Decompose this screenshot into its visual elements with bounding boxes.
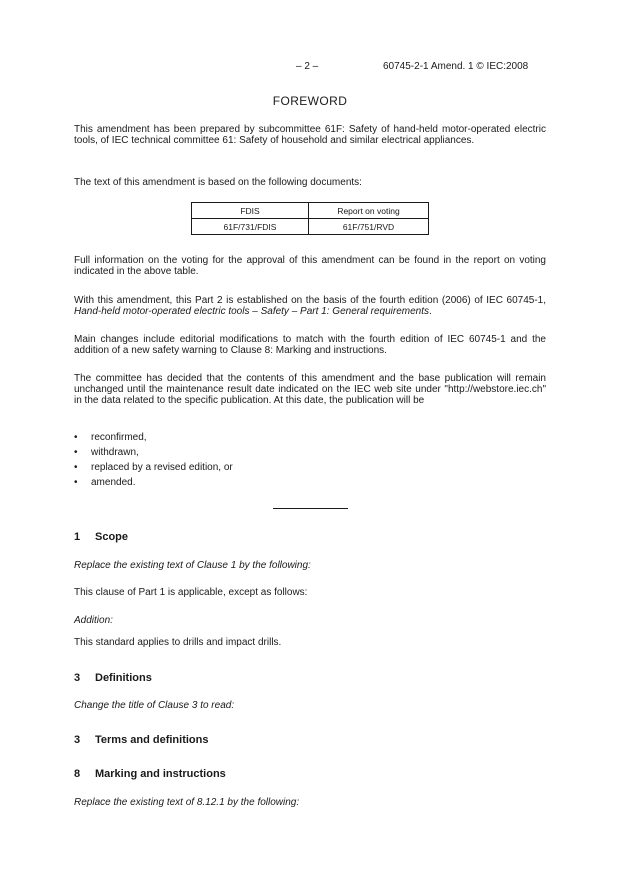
bullet-icon: • [74, 432, 78, 443]
foreword-paragraph-1: This amendment has been prepared by subcommittee 61F: Safety of hand-held motor-operated electric tools, of IEC technical committee 61: Safety of household and similar electrical appliances. [74, 124, 546, 147]
section-number: 3 [74, 734, 81, 746]
marking-instruction: Replace the existing text of 8.12.1 by the following: [74, 797, 300, 808]
table-header-cell: Report on voting [309, 203, 429, 219]
bullet-icon: • [74, 447, 78, 458]
section-number: 8 [74, 768, 81, 780]
page-number: – 2 – [296, 61, 319, 72]
paragraph-text: . [429, 306, 432, 318]
voting-documents-table [191, 202, 429, 235]
scope-text-2: This standard applies to drills and impact drills. [74, 637, 282, 648]
section-title: Marking and instructions [95, 768, 226, 780]
foreword-paragraph-2: The text of this amendment is based on the following documents: [74, 177, 362, 188]
definitions-instruction: Change the title of Clause 3 to read: [74, 700, 235, 711]
table-header-cell: FDIS [192, 203, 309, 219]
foreword-paragraph-4 [74, 295, 546, 317]
list-item-text: reconfirmed, [91, 432, 147, 443]
list-item-text: amended. [91, 477, 136, 488]
scope-addition-label: Addition: [74, 615, 113, 626]
scope-instruction: Replace the existing text of Clause 1 by the following: [74, 560, 311, 571]
section-number: 3 [74, 672, 81, 684]
paragraph-text: With this amendment, this Part 2 is established on the basis of the fourth edition (2006) of IEC 60745-1, [74, 295, 546, 306]
document-reference: 60745-2-1 Amend. 1 © IEC:2008 [383, 61, 529, 72]
foreword-paragraph-6: The committee has decided that the contents of this amendment and the base publication will remain unchanged until the maintenance result date indicated on the IEC web site under "http://webstore.iec.ch" in the data related to the specific publication. At this date, the publication will be [74, 373, 546, 407]
table-cell: 61F/731/FDIS [192, 219, 309, 235]
table-header-row [192, 203, 429, 219]
section-title: Definitions [95, 672, 152, 684]
scope-text-1: This clause of Part 1 is applicable, except as follows: [74, 587, 308, 598]
bullet-icon: • [74, 477, 78, 488]
foreword-paragraph-3: Full information on the voting for the approval of this amendment can be found in the report on voting indicated in the above table. [74, 255, 546, 278]
standard-title: Hand-held motor-operated electric tools – Safety – Part 1: General requirements [74, 306, 429, 318]
table-cell: 61F/751/RVD [309, 219, 429, 235]
list-item-text: withdrawn, [91, 447, 139, 458]
foreword-title: FOREWORD [272, 94, 348, 108]
list-item-text: replaced by a revised edition, or [91, 462, 233, 473]
foreword-paragraph-5: Main changes include editorial modifications to match with the fourth edition of IEC 60745-1 and the addition of a new safety warning to Clause 8: Marking and instructions. [74, 334, 546, 357]
separator-line [273, 508, 348, 509]
section-title: Scope [95, 531, 129, 543]
section-title: Terms and definitions [95, 734, 209, 746]
section-number: 1 [74, 531, 81, 543]
bullet-icon: • [74, 462, 78, 473]
table-row [192, 219, 429, 235]
